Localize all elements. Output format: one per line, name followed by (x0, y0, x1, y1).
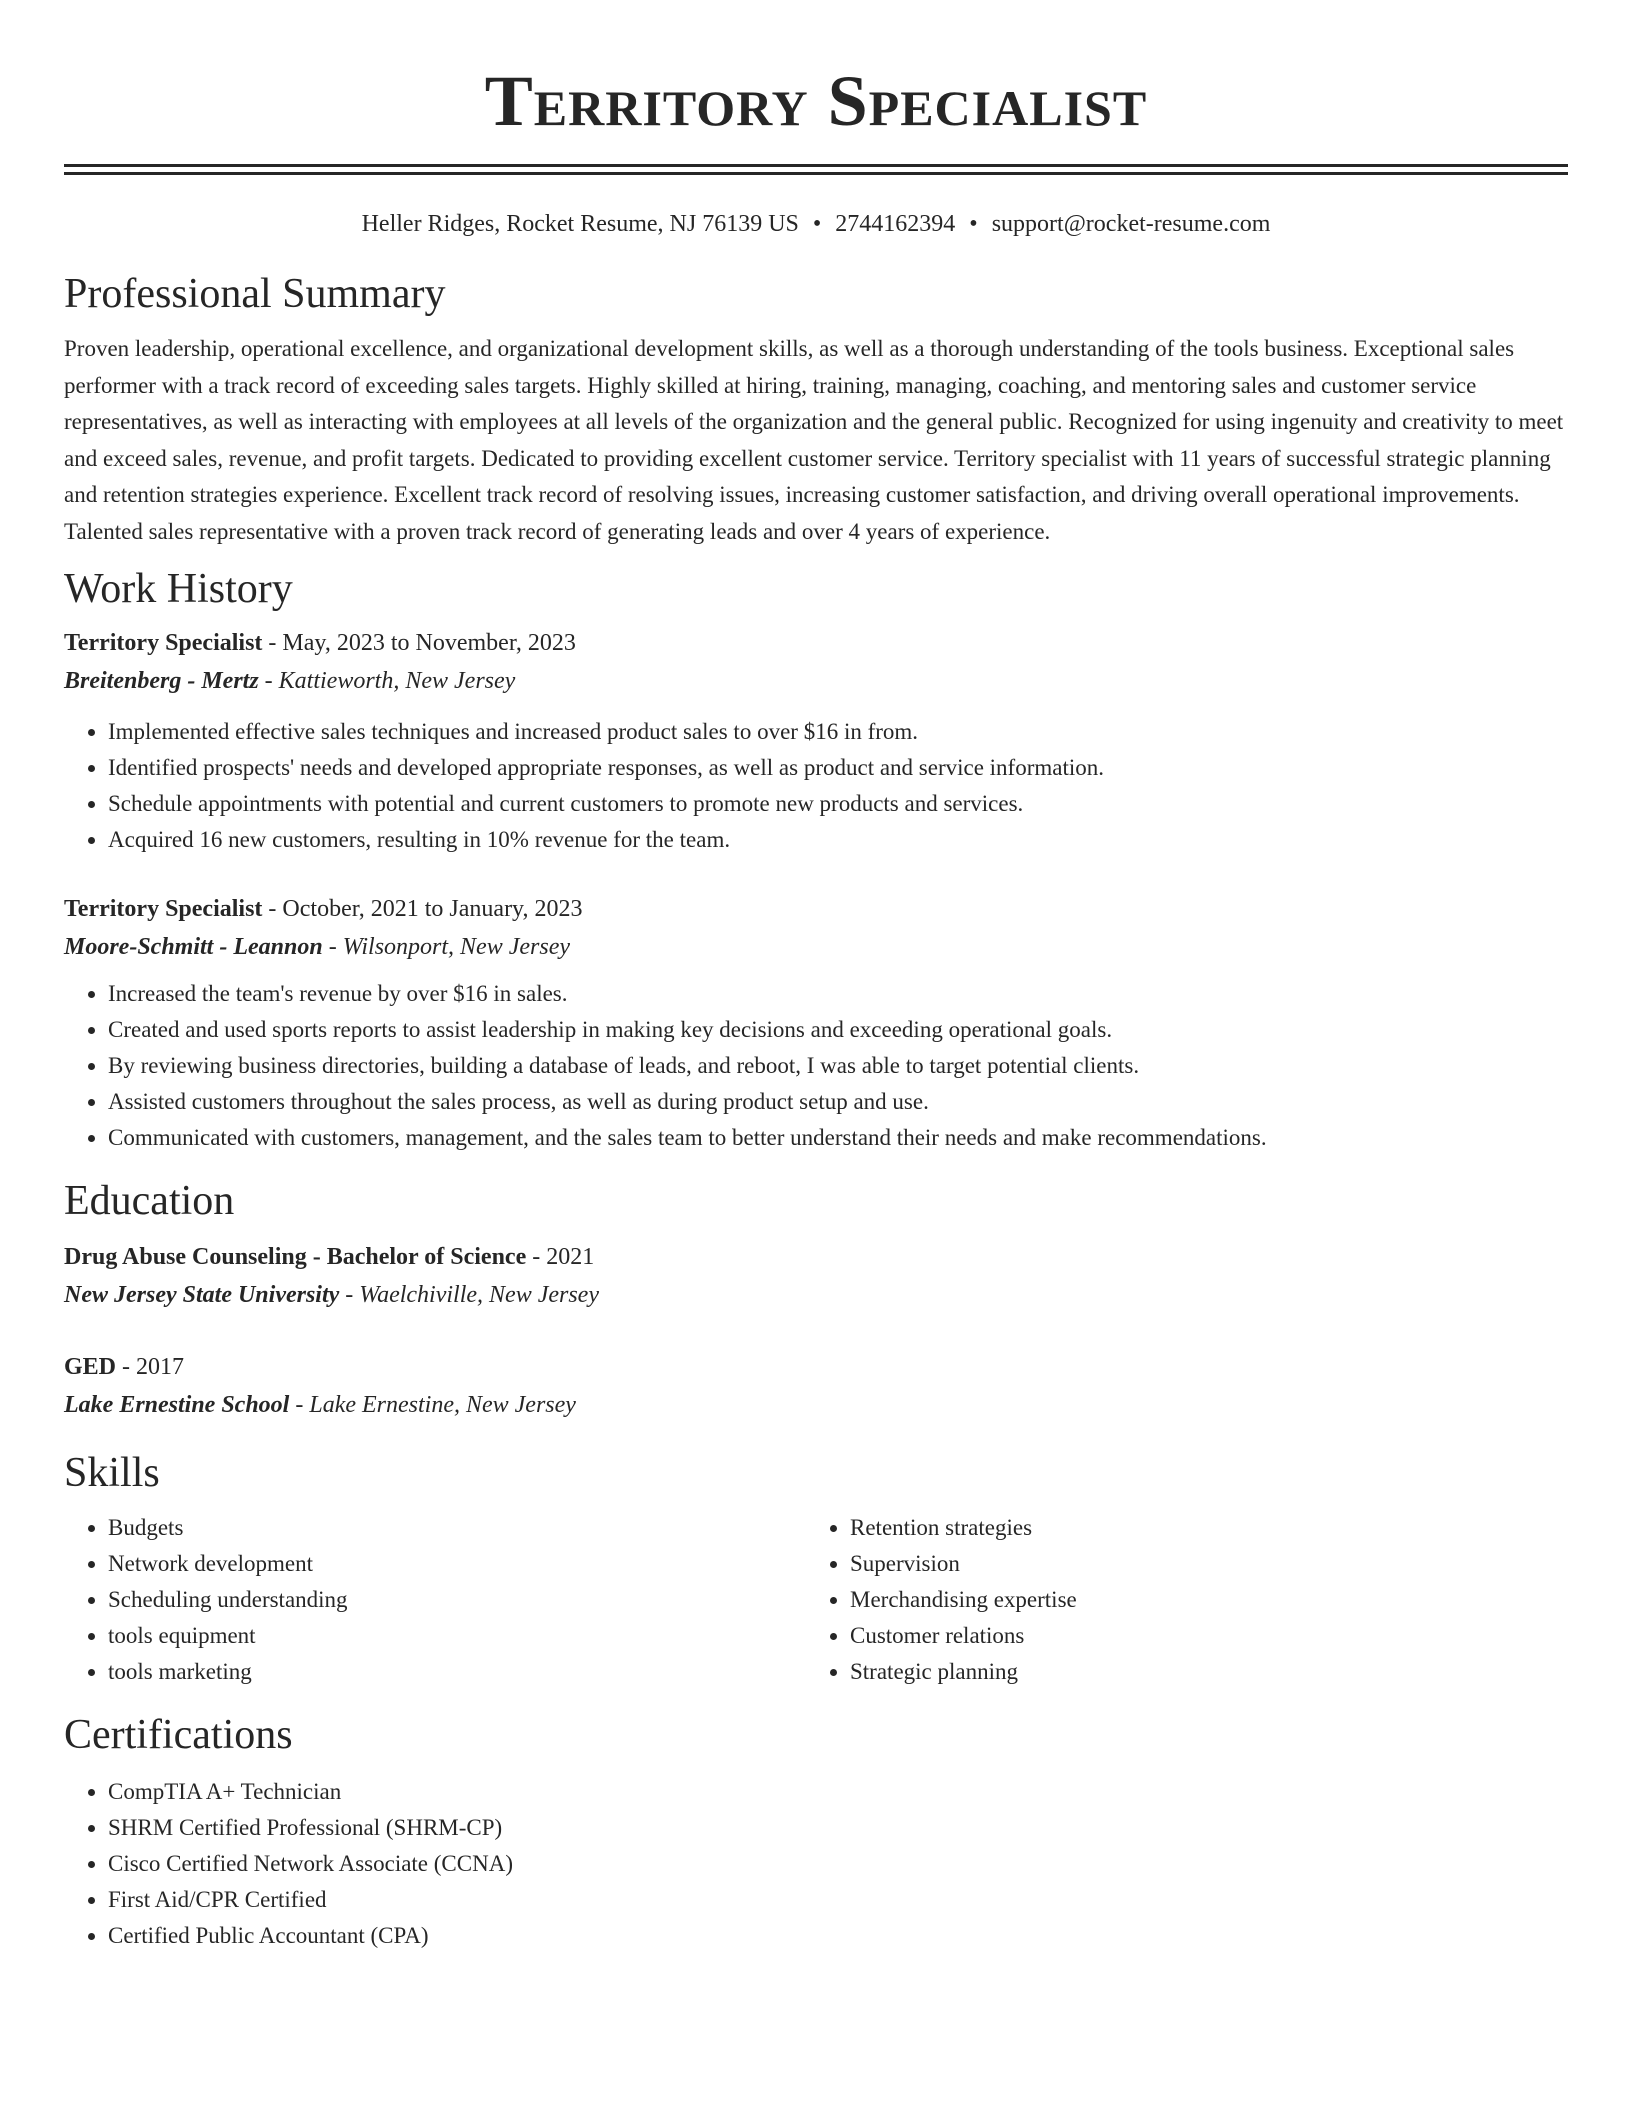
list-item: • By reviewing business directories, building a database of leads, and reboot, I was able to target potential clients. (108, 1048, 1568, 1084)
certification-item: • SHRM Certified Professional (SHRM-CP) (108, 1810, 1568, 1846)
skill-item: • Supervision (850, 1546, 1548, 1582)
education-year: - 2021 (526, 1244, 595, 1270)
certification-item: • Certified Public Accountant (CPA) (108, 1918, 1568, 1954)
section-title-certifications: Certifications (64, 1712, 293, 1758)
education-degree: Drug Abuse Counseling - Bachelor of Science (64, 1244, 527, 1270)
contact-separator: • (812, 211, 822, 237)
skill-item: • tools marketing (108, 1654, 806, 1690)
contact-address: Heller Ridges, Rocket Resume, NJ 76139 US (361, 211, 799, 237)
education-year: - 2017 (116, 1354, 185, 1380)
education-degree-line (64, 1348, 1568, 1386)
job-title: Territory Specialist (64, 630, 263, 656)
certification-item: • CompTIA A+ Technician (108, 1774, 1568, 1810)
list-item: • Schedule appointments with potential and current customers to promote new products and services. (108, 786, 1568, 822)
certification-item: • First Aid/CPR Certified (108, 1882, 1568, 1918)
job-company-line (64, 662, 1568, 700)
list-item: • Assisted customers throughout the sales process, as well as during product setup and use. (108, 1084, 1568, 1120)
job-company: Moore-Schmitt - Leannon (64, 934, 323, 960)
list-item: • Communicated with customers, management, and the sales team to better understand their needs and make recommendations. (108, 1120, 1568, 1156)
job-bullets (64, 976, 1568, 1156)
contact-separator: • (969, 211, 978, 237)
list-item: • Created and used sports reports to assist leadership in making key decisions and exceeding operational goals. (108, 1012, 1568, 1048)
contact-line (64, 209, 1568, 239)
job-location: - Wilsonport, New Jersey (322, 934, 571, 960)
education-school-line (64, 1276, 1568, 1314)
education-degree-line (64, 1238, 1568, 1276)
job-dates: - May, 2023 to November, 2023 (262, 630, 576, 656)
education-degree: GED (64, 1354, 117, 1380)
education-school: Lake Ernestine School (64, 1392, 290, 1418)
skill-item: • Scheduling understanding (108, 1582, 806, 1618)
education-entry (64, 1238, 1568, 1314)
summary-text: Proven leadership, operational excellence, and organizational development skills, as well as a thorough understanding of the tools business. Exceptional sales performer with a track record of exceeding sales targets. Highly skilled at hiring, training, managing, coaching, and mentoring sales and customer service representatives, as well as interacting with employees at all levels of the organization and the general public. Recognized for using ingenuity and creativity to meet and exceed sales, revenue, and profit targets. Dedicated to providing excellent customer service. Territory specialist with 11 years of successful strategic planning and retention strategies experience. Excellent track record of resolving issues, increasing customer satisfaction, and driving overall operational improvements. Talented sales representative with a proven track record of generating leads and over 4 years of experience. (64, 336, 1564, 544)
section-title-education: Education (64, 1178, 235, 1224)
job-location: - Kattieworth, New Jersey (258, 668, 516, 694)
skill-item: • Customer relations (850, 1618, 1548, 1654)
certifications-list (64, 1774, 1568, 1954)
contact-email: support@rocket-resume.com (991, 211, 1271, 237)
education-location: - Waelchiville, New Jersey (339, 1282, 599, 1308)
job-company-line (64, 928, 1568, 966)
education-location: - Lake Ernestine, New Jersey (289, 1392, 576, 1418)
job-company: Breitenberg - Mertz (64, 668, 259, 694)
skill-item: • Strategic planning (850, 1654, 1548, 1690)
skill-item: • Budgets (108, 1510, 806, 1546)
education-school: New Jersey State University (64, 1282, 340, 1308)
skills-list-right (806, 1510, 1548, 1690)
section-title-summary: Professional Summary (64, 271, 446, 317)
job-title: Territory Specialist (64, 896, 263, 922)
skill-item: • Retention strategies (850, 1510, 1548, 1546)
job-header (64, 624, 1568, 662)
job-header (64, 890, 1568, 928)
title-divider-thin (64, 172, 1568, 175)
skill-item: • Merchandising expertise (850, 1582, 1548, 1618)
list-item: • Increased the team's revenue by over $16 in sales. (108, 976, 1568, 1012)
resume-title: Territory Specialist (484, 61, 1148, 141)
skills-list-left (64, 1510, 806, 1690)
skill-item: • tools equipment (108, 1618, 806, 1654)
section-title-work-history: Work History (64, 566, 293, 612)
contact-phone: 2744162394 (835, 211, 956, 237)
certification-item: • Cisco Certified Network Associate (CCNA) (108, 1846, 1568, 1882)
skills-columns (64, 1510, 1568, 1690)
education-school-line (64, 1386, 1568, 1424)
list-item: • Implemented effective sales techniques and increased product sales to over $16 in from. (108, 714, 1568, 750)
education-entry (64, 1348, 1568, 1424)
skill-item: • Network development (108, 1546, 806, 1582)
job-bullets (64, 714, 1568, 858)
job-entry (64, 890, 1568, 1156)
list-item: • Identified prospects' needs and developed appropriate responses, as well as product and service information. (108, 750, 1568, 786)
list-item: • Acquired 16 new customers, resulting in 10% revenue for the team. (108, 822, 1568, 858)
job-entry (64, 624, 1568, 858)
job-dates: - October, 2021 to January, 2023 (262, 896, 583, 922)
section-title-skills: Skills (64, 1450, 160, 1496)
